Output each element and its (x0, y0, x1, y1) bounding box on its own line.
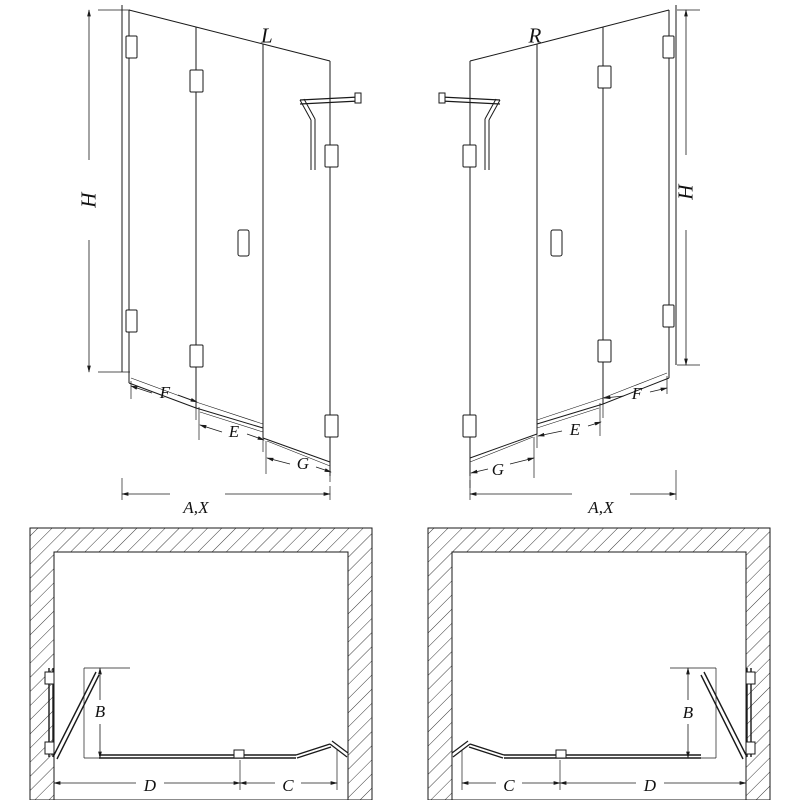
label-height-left: H (76, 192, 101, 208)
label-panel-g-right: G (491, 460, 505, 479)
label-height-right: H (673, 184, 698, 200)
plan-left-view (30, 528, 372, 800)
label-run-c-left: C (282, 776, 294, 795)
label-panel-g-left: G (296, 454, 310, 473)
label-run-d-right: D (643, 776, 657, 795)
label-run-c-right: C (503, 776, 515, 795)
label-handing-right: R (528, 23, 542, 48)
label-depth-b-left: B (94, 702, 106, 721)
label-handing-left: L (261, 23, 273, 48)
label-panel-e-left: E (228, 422, 240, 441)
plan-right-view (428, 528, 770, 800)
label-width-left: A,X (183, 498, 209, 517)
label-panel-f-right: F (631, 384, 643, 403)
elevation-left-view (89, 5, 361, 500)
label-width-right: A,X (588, 498, 614, 517)
label-run-d-left: D (143, 776, 157, 795)
label-panel-e-right: E (569, 420, 581, 439)
label-panel-f-left: F (159, 383, 171, 402)
label-depth-b-right: B (682, 703, 694, 722)
